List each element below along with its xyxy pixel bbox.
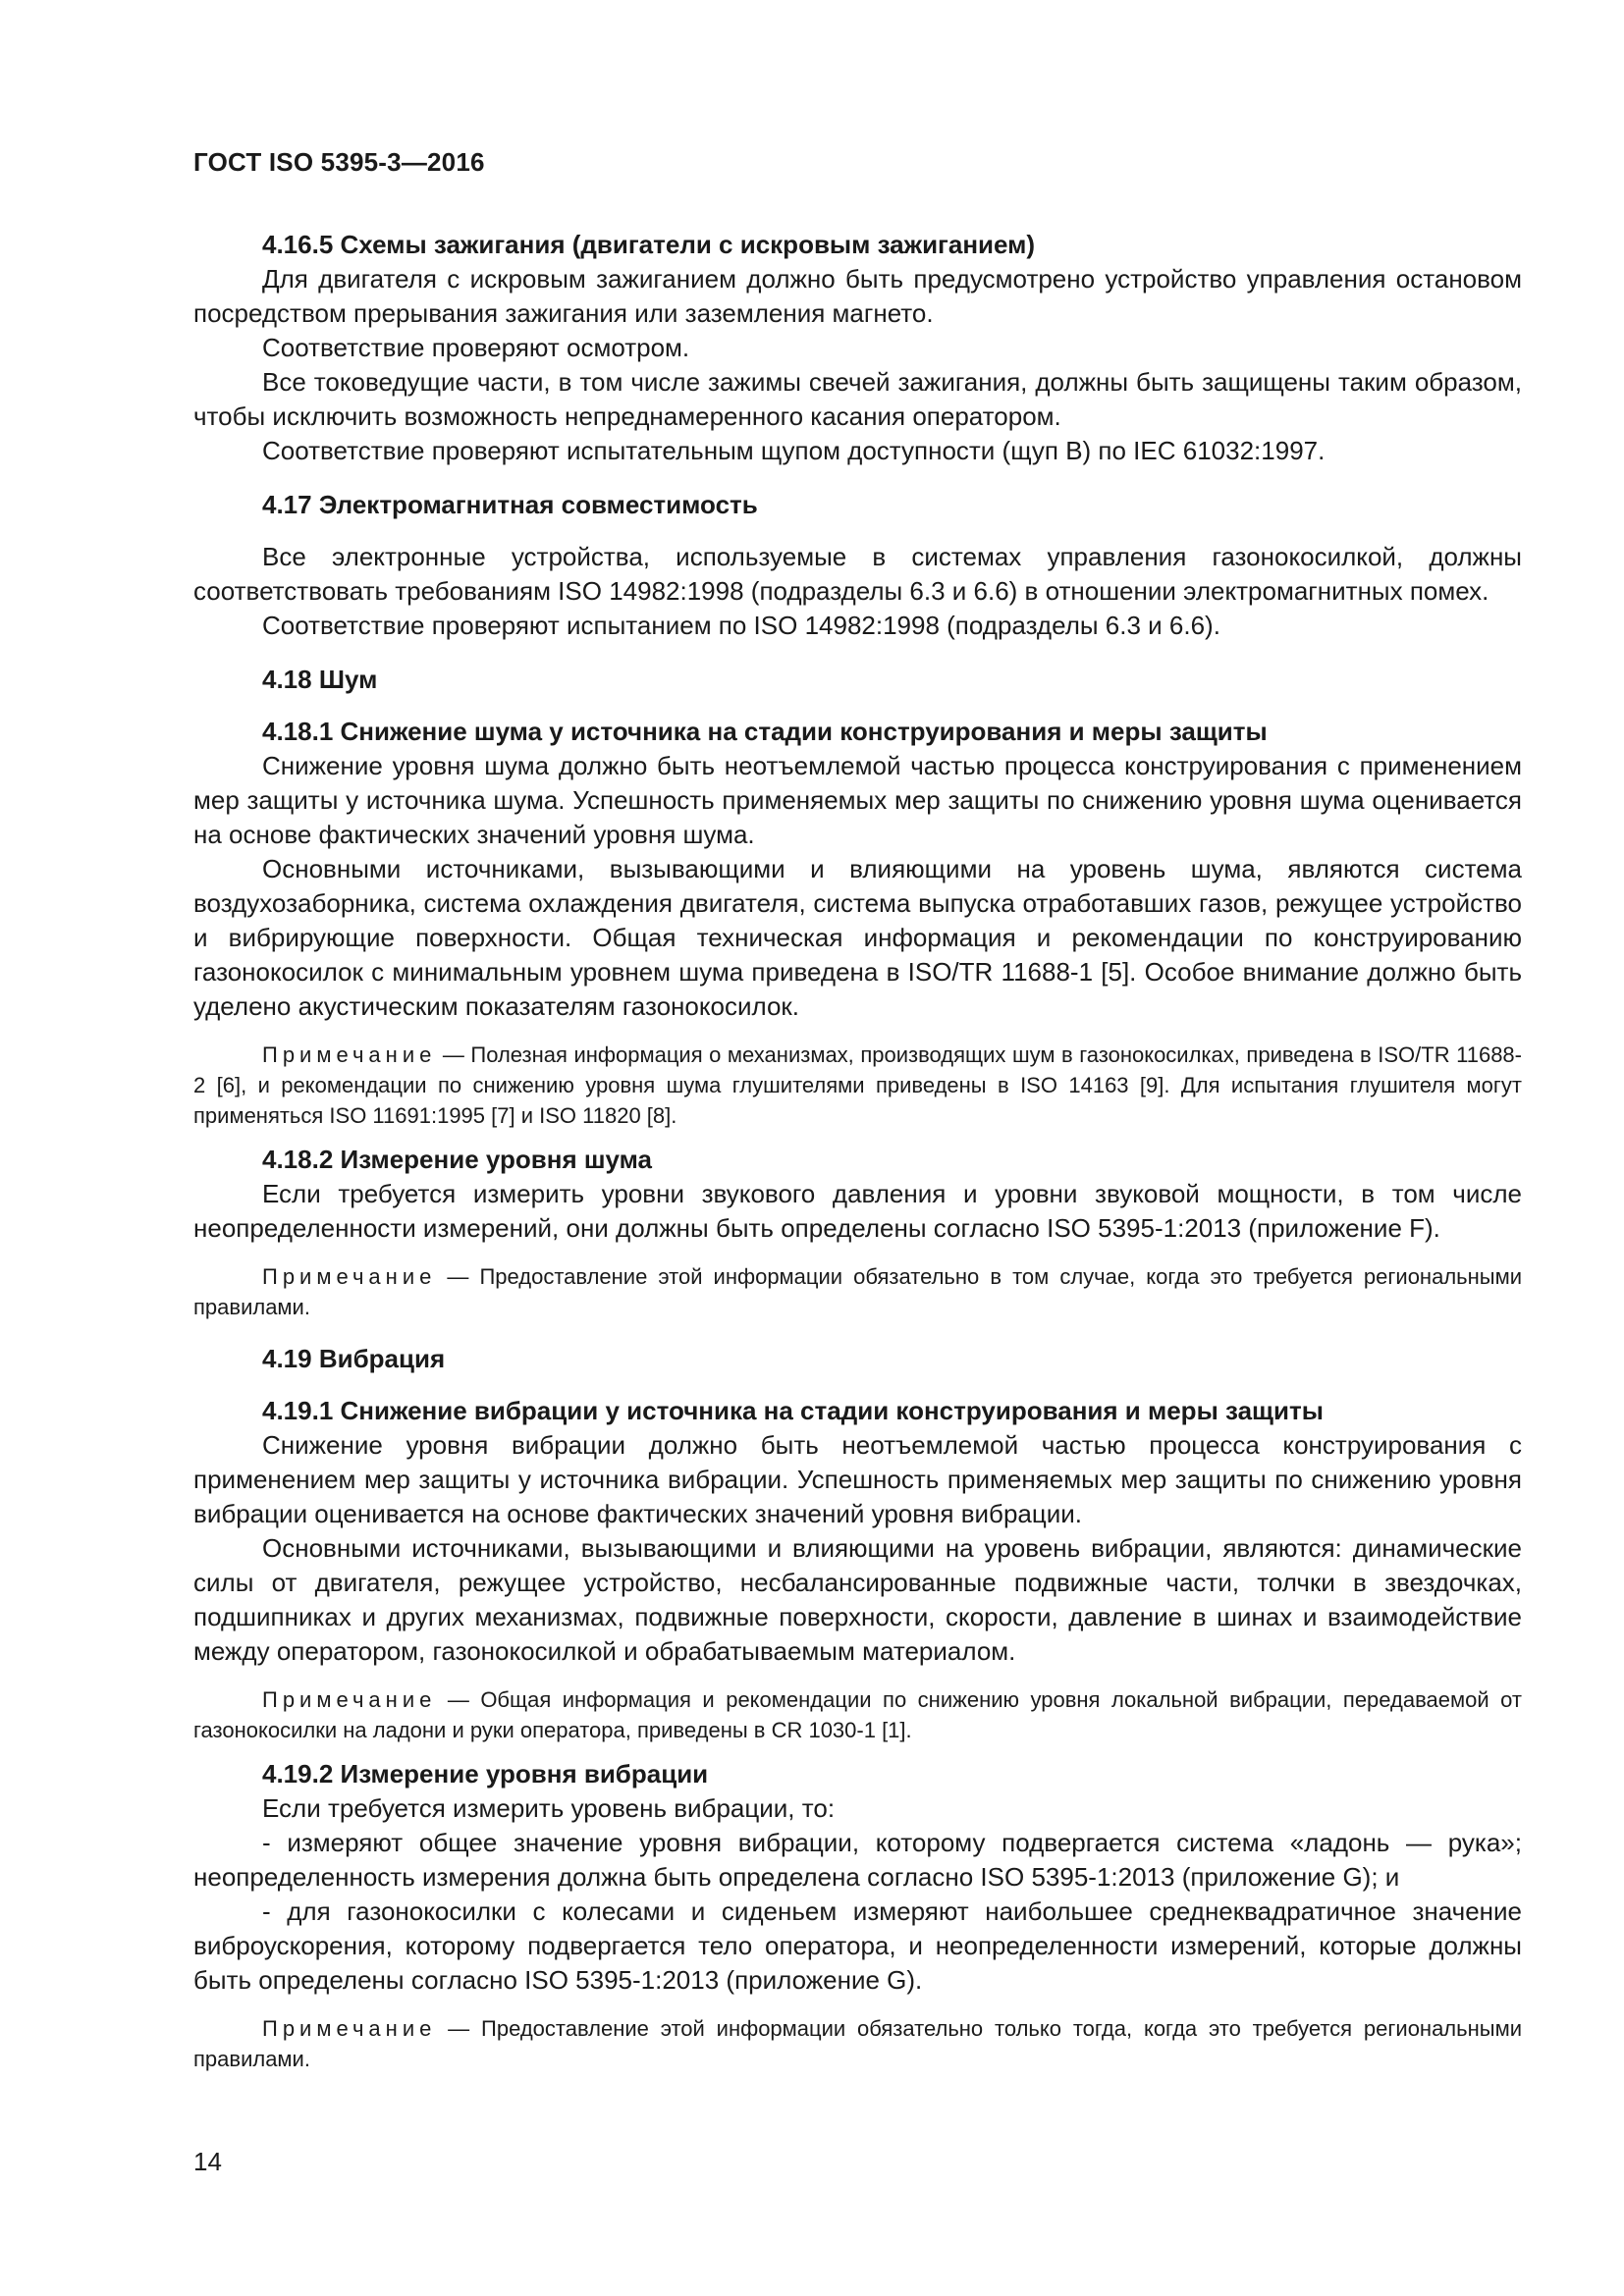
paragraph: Соответствие проверяют осмотром. xyxy=(262,333,690,362)
section-heading: 4.17 Электромагнитная совместимость xyxy=(262,490,758,519)
paragraph: Все электронные устройства, используемые в системах управления газонокосилкой, должны соответствовать требованиям ISO 14982:1998 (подразделы 6.3 и 6.6) в отношении электромагнитных помех. xyxy=(193,542,1522,606)
note xyxy=(193,1684,1522,1745)
paragraph: - для газонокосилки с колесами и сиденьем измеряют наибольшее среднеквадратичное значение виброускорения, которому подвергается тело оператора, и неопределенности измерений, которые должны быть определены согласно ISO 5395-1:2013 (приложение G). xyxy=(193,1896,1522,1995)
section-4-18-1 xyxy=(193,715,1522,1131)
paragraph: Все токоведущие части, в том числе зажимы свечей зажигания, должны быть защищены таким образом, чтобы исключить возможность непреднамеренного касания оператором. xyxy=(193,367,1522,431)
section-4-19-1 xyxy=(193,1394,1522,1745)
section-heading: 4.16.5 Схемы зажигания (двигатели с искровым зажиганием) xyxy=(262,230,1036,259)
note xyxy=(193,1261,1522,1322)
paragraph: Соответствие проверяют испытанием по ISO 14982:1998 (подразделы 6.3 и 6.6). xyxy=(262,611,1220,640)
section-heading: 4.18 Шум xyxy=(262,665,378,694)
section-4-18 xyxy=(193,663,1522,697)
page-number: 14 xyxy=(193,2147,222,2176)
section-heading: 4.19 Вибрация xyxy=(262,1344,446,1373)
section-heading: 4.18.2 Измерение уровня шума xyxy=(262,1145,652,1174)
paragraph: Соответствие проверяют испытательным щупом доступности (щуп B) по IEC 61032:1997. xyxy=(262,436,1326,465)
note-text: — Общая информация и рекомендации по снижению уровня локальной вибрации, передаваемой от газонокосилки на ладони и руки оператора, приведены в CR 1030-1 [1]. xyxy=(193,1687,1522,1742)
note-label: Примечание xyxy=(262,1042,437,1067)
section-heading: 4.19.1 Снижение вибрации у источника на стадии конструирования и меры защиты xyxy=(262,1396,1324,1425)
paragraph: Если требуется измерить уровень вибрации, то: xyxy=(262,1793,836,1823)
section-4-17 xyxy=(193,488,1522,643)
section-4-18-2 xyxy=(193,1143,1522,1322)
note-text: — Предоставление этой информации обязательно в том случае, когда это требуется региональными правилами. xyxy=(193,1264,1522,1319)
paragraph: - измеряют общее значение уровня вибрации, которому подвергается система «ладонь — рука»; неопределенность измерения должна быть определена согласно ISO 5395-1:2013 (приложение G); и xyxy=(193,1828,1522,1892)
note-text: — Предоставление этой информации обязательно только тогда, когда это требуется региональными правилами. xyxy=(193,2016,1522,2071)
document-header: ГОСТ ISO 5395-3—2016 xyxy=(193,147,485,177)
section-heading: 4.18.1 Снижение шума у источника на стадии конструирования и меры защиты xyxy=(262,717,1268,746)
paragraph: Основными источниками, вызывающими и влияющими на уровень шума, являются система воздухозаборника, система охлаждения двигателя, система выпуска отработавших газов, режущее устройство и вибрирующие поверхности. Общая техническая информация и рекомендации по конструированию газонокосилок с минимальным уровнем шума приведена в ISO/TR 11688-1 [5]. Особое внимание должно быть уделено акустическим показателям газонокосилок. xyxy=(193,854,1522,1021)
section-4-19-2 xyxy=(193,1757,1522,2074)
paragraph: Снижение уровня вибрации должно быть неотъемлемой частью процесса конструирования с применением мер защиты у источника вибрации. Успешность применяемых мер защиты по снижению уровня вибрации оценивается на основе фактических значений уровня вибрации. xyxy=(193,1430,1522,1528)
note-label: Примечание xyxy=(262,1264,437,1289)
paragraph: Для двигателя с искровым зажиганием должно быть предусмотрено устройство управления остановом посредством прерывания зажигания или заземления магнето. xyxy=(193,264,1522,328)
paragraph: Основными источниками, вызывающими и влияющими на уровень вибрации, являются: динамические силы от двигателя, режущее устройство, несбалансированные подвижные части, толчки в звездочках, подшипниках и других механизмах, подвижные поверхности, скорости, давление в шинах и взаимодействие между оператором, газонокосилкой и обрабатываемым материалом. xyxy=(193,1533,1522,1666)
note-label: Примечание xyxy=(262,2016,437,2041)
note-label: Примечание xyxy=(262,1687,437,1712)
paragraph: Снижение уровня шума должно быть неотъемлемой частью процесса конструирования с применением мер защиты у источника шума. Успешность применяемых мер защиты по снижению уровня шума оценивается на основе фактических значений уровня шума. xyxy=(193,751,1522,849)
note xyxy=(193,1040,1522,1131)
note xyxy=(193,2013,1522,2074)
section-heading: 4.19.2 Измерение уровня вибрации xyxy=(262,1759,709,1789)
document-page xyxy=(193,147,1522,2086)
paragraph: Если требуется измерить уровни звукового давления и уровни звуковой мощности, в том числе неопределенности измерений, они должны быть определены согласно ISO 5395-1:2013 (приложение F). xyxy=(193,1179,1522,1243)
section-4-19 xyxy=(193,1342,1522,1376)
note-text: — Полезная информация о механизмах, производящих шум в газонокосилках, приведена в ISO/TR 11688-2 [6], и рекомендации по снижению уровня шума глушителями приведены в ISO 14163 [9]. Для испытания глушителя могут применяться ISO 11691:1995 [7] и ISO 11820 [8]. xyxy=(193,1042,1522,1128)
section-4-16-5 xyxy=(193,228,1522,468)
